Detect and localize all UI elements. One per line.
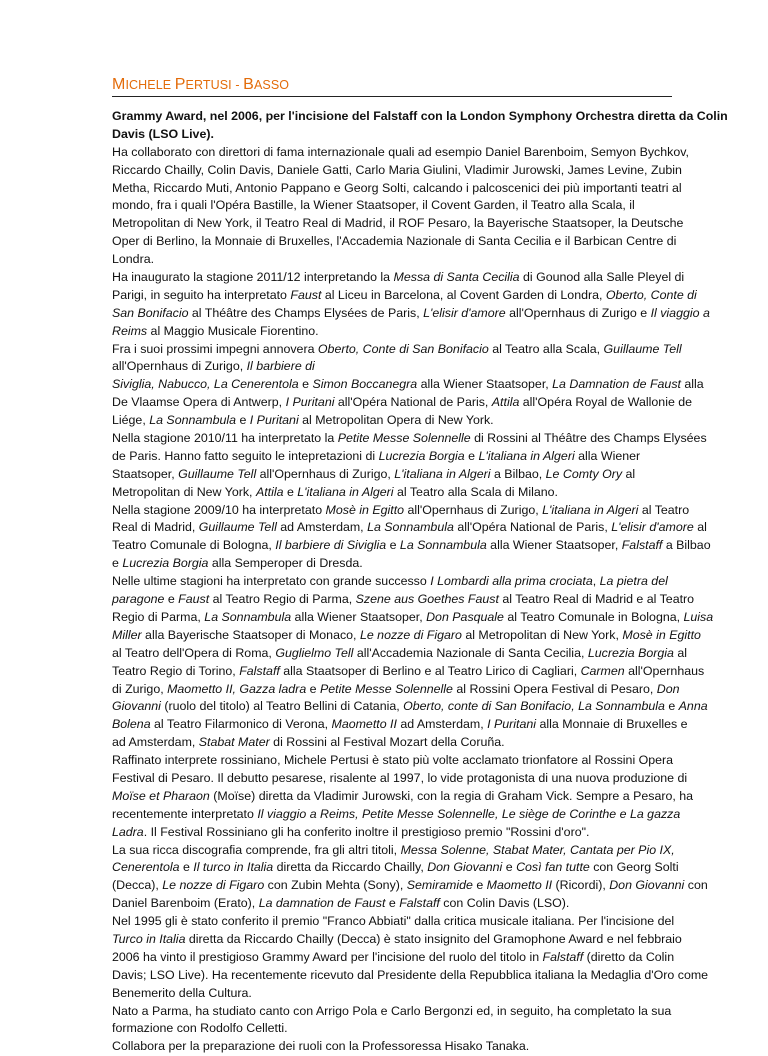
italic-title: Carmen (580, 663, 625, 678)
text-run: all'Opéra National de Paris, (334, 395, 492, 410)
text-run: Benemerito della Cultura. (112, 985, 252, 1000)
italic-title: Falstaff (399, 896, 440, 911)
text-line (112, 859, 678, 877)
text-line (112, 806, 681, 824)
italic-title: Don Giovanni (609, 878, 685, 893)
text-run: Teatro Regio di Torino, (112, 663, 240, 678)
italic-title: Simon Boccanegra (312, 377, 418, 392)
text-run: , (592, 574, 600, 589)
italic-title: Falstaff (621, 538, 663, 553)
italic-title: Petite Messe Solennelle (337, 431, 471, 446)
italic-title: Maometto II, Gazza ladra (167, 681, 307, 696)
text-line (112, 770, 688, 788)
text-line (112, 305, 710, 323)
italic-title: Le Comty Ory (545, 466, 623, 481)
text-line (112, 931, 682, 949)
text-run: Regio di Parma, (112, 609, 205, 624)
text-run: mondo, fra i quali l'Opéra Bastille, la Wiener Staatsoper, il Covent Garden, il Teatro alla Scala, il (112, 198, 635, 213)
text-run: al Théâtre des Champs Elysées de Paris, (188, 305, 424, 320)
text-line (112, 967, 709, 985)
text-line (112, 645, 688, 663)
text-run: (Moïse) diretta da Vladimir Jurowski, con la regia di Graham Vick. Sempre a Pesaro, ha (209, 788, 694, 803)
italic-title: Il barbiere di Siviglia (275, 538, 387, 553)
italic-title: Don (656, 681, 680, 696)
italic-title: Don Giovanni (427, 860, 503, 875)
italic-title: Oberto, Conte di (605, 287, 697, 302)
biography-text (112, 108, 728, 1056)
text-run: Real di Madrid, (112, 520, 199, 535)
italic-title: La damnation de Faust (258, 896, 386, 911)
italic-title: La Sonnambula (204, 609, 292, 624)
text-run: alla Semperoper di Dresda. (208, 556, 363, 571)
italic-title: Turco in Italia (112, 931, 186, 946)
text-line (112, 752, 678, 770)
text-run: Festival di Pesaro. Il debutto pesarese, risalente al 1997, lo vide protagonista di una nuova produzione di (112, 770, 688, 785)
italic-title: L'italiana in Algeri (297, 484, 394, 499)
text-run: al Liceu in Barcelona, al Covent Garden di Londra, (321, 287, 606, 302)
italic-title: Lucrezia Borgia (378, 448, 465, 463)
heading-last-rest: ERTUSI - (185, 78, 244, 92)
italic-title: I Puritani (487, 717, 537, 732)
italic-title: Guillaume Tell (603, 341, 682, 356)
text-line (112, 376, 704, 394)
italic-title: paragone (112, 592, 165, 607)
text-run: recentemente interpretato (112, 806, 258, 821)
text-run: al Metropolitan Opera di New York. (298, 413, 494, 428)
text-run: al Teatro Comunale in Bologna, (503, 609, 684, 624)
italic-title: L'italiana in Algeri (542, 502, 639, 517)
text-run: Teatro Comunale di Bologna, (112, 538, 276, 553)
text-run: con Georg Solti (589, 860, 679, 875)
text-run: Fra i suoi prossimi impegni annovera (112, 341, 318, 356)
text-run: al Rossini Opera Festival di Pesaro, (452, 681, 657, 696)
text-line (112, 734, 678, 752)
text-run: diretta da Riccardo Chailly, (273, 860, 428, 875)
italic-title: Szene aus Goethes Faust (355, 592, 499, 607)
text-line (112, 448, 678, 466)
italic-title: Il viaggio a (650, 305, 710, 320)
text-run: 2006 ha vinto il prestigioso Grammy Award per l'incisione del ruolo del titolo in (112, 949, 543, 964)
text-line (112, 323, 678, 341)
text-run: di Gounod alla Salle Pleyel di (519, 270, 685, 285)
text-run: alla Monnaie di Bruxelles e (536, 717, 688, 732)
italic-title: Le nozze di Figaro (359, 627, 462, 642)
text-line (112, 573, 678, 591)
text-line (112, 269, 685, 287)
italic-title: Mosè in Egitto (325, 502, 405, 517)
text-run: al Teatro dell'Opera di Roma, (112, 645, 276, 660)
text-run: e (164, 592, 179, 607)
text-line (112, 430, 707, 448)
italic-title: Così fan tutte (516, 860, 590, 875)
italic-title: Guglielmo Tell (275, 645, 354, 660)
text-run: ad Amsterdam, (396, 717, 488, 732)
text-line (112, 913, 678, 931)
italic-title: Ladra (112, 824, 144, 839)
italic-title: La Sonnambula (367, 520, 454, 535)
text-line (112, 591, 695, 609)
italic-title: La pietra del (599, 574, 668, 589)
text-run: e (298, 377, 313, 392)
italic-title: Falstaff (239, 663, 280, 678)
text-line (112, 233, 678, 251)
text-line (112, 1020, 678, 1038)
text-run: Nelle ultime stagioni ha interpretato con grande successo (112, 574, 431, 589)
text-run: (Decca), (112, 878, 163, 893)
text-run: Ha inaugurato la stagione 2011/12 interpretando la (112, 270, 394, 285)
text-line (112, 197, 678, 215)
italic-title: Miller (112, 627, 142, 642)
text-run: con Colin Davis (LSO). (439, 896, 570, 911)
text-run: Riccardo Chailly, Colin Davis, Daniele Gatti, Carlo Maria Giulini, Vladimir Jurowski, James Levine, Zubin (112, 162, 682, 177)
text-run: e (179, 860, 194, 875)
italic-title: Il viaggio a Reims, Petite Messe Solennelle, Le siège de Corinthe e La gazza (257, 806, 681, 821)
text-run: all'Opéra National de Paris, (453, 520, 612, 535)
italic-title: Faust (178, 592, 210, 607)
text-line (112, 341, 682, 359)
text-run: e (236, 413, 250, 428)
text-line (112, 663, 705, 681)
text-run: al Teatro Filarmonico di Verona, (150, 717, 332, 732)
italic-title: Mosè in Egitto (622, 627, 701, 642)
text-run: e (112, 556, 123, 571)
italic-title: Luisa (683, 609, 714, 624)
text-line (112, 466, 678, 484)
text-run: al (622, 466, 636, 481)
text-line (112, 627, 701, 645)
text-run: all'Opernhaus di Zurigo e (505, 305, 651, 320)
italic-title: La Sonnambula (399, 538, 487, 553)
text-run: Metropolitan di New York, il Teatro Real di Madrid, il ROF Pesaro, la Bayerische Staatsoper, la Deutsche (112, 216, 684, 231)
text-run: Oper di Berlino, la Monnaie di Bruxelles, l'Accademia Nazionale di Santa Cecilia e il Barbican Centre di (112, 234, 677, 249)
text-line (112, 287, 697, 305)
italic-title: Petite Messe Solennelle (320, 681, 453, 696)
text-run: Ha collaborato con direttori di fama internazionale quali ad esempio Daniel Barenboim, Semyon Bychkov, (112, 144, 689, 159)
text-run: Nel 1995 gli è stato conferito il premio "Franco Abbiati" dalla critica musicale italiana. Per l'incisione del (112, 914, 675, 929)
text-line (112, 180, 682, 198)
italic-title: Falstaff (542, 949, 584, 964)
text-run: a Bilbao, (490, 466, 546, 481)
italic-title: Anna (678, 699, 708, 714)
italic-title: Semiramide (406, 878, 473, 893)
text-run: (ruolo del titolo) al Teatro Bellini di Catania, (160, 699, 404, 714)
text-line (112, 519, 707, 537)
text-run: Davis (LSO Live). (112, 126, 214, 141)
text-run: al Maggio Musicale Fiorentino. (147, 323, 319, 338)
text-line (112, 358, 678, 376)
text-run: de Paris. Hanno fatto seguito le intepretazioni di (112, 448, 379, 463)
italic-title: L'elisir d'amore (611, 520, 694, 535)
text-run: Staatsoper, (112, 466, 179, 481)
text-run: all'Opéra Royal de Wallonie de (519, 395, 693, 410)
text-line (112, 162, 682, 180)
text-line (112, 788, 694, 806)
text-line (112, 215, 684, 233)
italic-title: Cenerentola (112, 860, 180, 875)
text-run: ad Amsterdam, (112, 735, 199, 750)
text-run: Nato a Parma, ha studiato canto con Arrigo Pola e Carlo Bergonzi ed, in seguito, ha completato la sua (112, 1003, 672, 1018)
text-run: alla Wiener Staatsoper, (486, 538, 622, 553)
text-line (112, 895, 678, 913)
text-run: all'Opernhaus di Zurigo, (404, 502, 543, 517)
text-run: diretta da Riccardo Chailly (Decca) è stato insignito del Gramophone Award e nel febbraio (185, 931, 682, 946)
text-run: Nella stagione 2010/11 ha interpretato la (112, 431, 338, 446)
italic-title: Lucrezia Borgia (587, 645, 674, 660)
text-line (112, 394, 693, 412)
text-run: Metha, Riccardo Muti, Antonio Pappano e Georg Solti, calcando i palcoscenici dei più importanti teatri al (112, 180, 682, 195)
text-run: con Zubin Mehta (Sony), (264, 878, 407, 893)
text-run: di Rossini al Théâtre des Champs Elysées (470, 431, 707, 446)
text-run: Londra. (112, 252, 155, 267)
page-heading (112, 76, 672, 94)
text-line (112, 144, 689, 162)
text-run: all'Opernhaus di Zurigo, (256, 466, 395, 481)
text-run: all'Opernhaus di Zurigo, (112, 359, 247, 374)
text-run: all'Accademia Nazionale di Santa Cecilia, (353, 645, 588, 660)
text-line (112, 484, 678, 502)
text-line (112, 824, 678, 842)
text-run: e (386, 538, 400, 553)
heading-initial-first: M (112, 76, 126, 93)
italic-title: Attila (255, 484, 284, 499)
text-line (112, 698, 708, 716)
text-run: Collabora per la preparazione dei ruoli con la Professoressa Hisako Tanaka. (112, 1039, 530, 1054)
text-run: Raffinato interprete rossiniano, Michele Pertusi è stato più volte acclamato trionfatore al Rossini Opera (112, 753, 674, 768)
text-line (112, 609, 714, 627)
italic-title: Attila (491, 395, 520, 410)
text-run: formazione con Rodolfo Celletti. (112, 1021, 288, 1036)
text-run: al Teatro alla Scala di Milano. (393, 484, 558, 499)
text-line (112, 108, 728, 126)
text-line (112, 842, 678, 860)
text-run: Nella stagione 2009/10 ha interpretato (112, 502, 326, 517)
text-run: al Teatro Real di Madrid e al Teatro (498, 592, 695, 607)
text-run: e (283, 484, 298, 499)
italic-title: Lucrezia Borgia (122, 556, 209, 571)
text-run: alla Wiener (574, 448, 641, 463)
italic-title: Reims (112, 323, 148, 338)
text-run: Metropolitan di New York, (112, 484, 256, 499)
text-line (112, 412, 678, 430)
text-run: di Zurigo, (112, 681, 168, 696)
text-run: Davis; LSO Live). Ha recentemente ricevuto dal Presidente della Repubblica italiana la Medaglia d'Oro come (112, 967, 709, 982)
italic-title: I Lombardi alla prima crociata (430, 574, 593, 589)
italic-title: Messa Solenne, Stabat Mater, Cantata per Pio IX, (400, 842, 675, 857)
italic-title: Guillaume Tell (198, 520, 277, 535)
italic-title: Bolena (112, 717, 151, 732)
italic-title: Maometto II (486, 878, 553, 893)
text-line (112, 681, 678, 699)
text-run: Liége, (112, 413, 150, 428)
text-run: al Teatro Regio di Parma, (209, 592, 356, 607)
text-run: al (673, 645, 688, 660)
text-run: a Bilbao (662, 538, 711, 553)
text-line (112, 1003, 678, 1021)
italic-title: Stabat Mater (198, 735, 270, 750)
text-run: alla Staatsoper di Berlino e al Teatro Lirico di Cagliari, (279, 663, 581, 678)
text-run: alla Wiener Staatsoper, (417, 377, 553, 392)
text-run: (diretto da Colin (583, 949, 675, 964)
text-run: al Teatro alla Scala, (488, 341, 604, 356)
italic-title: Il barbiere di (246, 359, 315, 374)
text-run: Parigi, in seguito ha interpretato (112, 287, 291, 302)
text-run: e (664, 699, 679, 714)
text-line (112, 502, 690, 520)
italic-title: La Damnation de Faust (552, 377, 681, 392)
italic-title: Giovanni (112, 699, 161, 714)
text-run: e (472, 878, 487, 893)
italic-title: L'italiana in Algeri (394, 466, 491, 481)
text-run: Daniel Barenboim (Erato), (112, 896, 259, 911)
heading-initial-role: B (243, 76, 254, 93)
text-run: al Metropolitan di New York, (461, 627, 623, 642)
text-run: all'Opernhaus (624, 663, 705, 678)
text-line (112, 716, 688, 734)
italic-title: Faust (290, 287, 322, 302)
text-line (112, 555, 678, 573)
italic-title: Maometto II (331, 717, 397, 732)
italic-title: Siviglia, Nabucco, La Cenerentola (112, 377, 299, 392)
text-line (112, 537, 711, 555)
italic-title: Guillaume Tell (178, 466, 257, 481)
italic-title: Messa di Santa Cecilia (393, 270, 520, 285)
text-run: alla Wiener Staatsoper, (291, 609, 427, 624)
text-run: alla Bayerische Staatsoper di Monaco, (141, 627, 360, 642)
text-line (112, 126, 678, 144)
text-run: di Rossini al Festival Mozart della Coruña. (269, 735, 505, 750)
italic-title: Oberto, conte di San Bonifacio, La Sonnambula (403, 699, 665, 714)
text-line (112, 949, 678, 967)
heading-role-rest: ASSO (253, 78, 290, 92)
text-run: e (464, 448, 479, 463)
italic-title: L'italiana in Algeri (478, 448, 575, 463)
text-line (112, 251, 678, 269)
italic-title: I Puritani (285, 395, 335, 410)
text-run: e (502, 860, 517, 875)
italic-title: Oberto, Conte di San Bonifacio (317, 341, 489, 356)
text-run: Grammy Award, nel 2006, per l'incisione del Falstaff con la London Symphony Orchestra diretta da Colin (112, 109, 728, 123)
heading-initial-last: P (174, 76, 186, 93)
text-run: al (693, 520, 707, 535)
text-run: La sua ricca discografia comprende, fra gli altri titoli, (112, 842, 401, 857)
text-line (112, 1038, 678, 1056)
italic-title: Le nozze di Figaro (162, 878, 265, 893)
italic-title: La Sonnambula (149, 413, 237, 428)
italic-title: I Puritani (249, 413, 299, 428)
text-run: (Ricordi), (552, 878, 610, 893)
text-run: De Vlaamse Opera di Antwerp, (112, 395, 286, 410)
text-run: e (385, 896, 400, 911)
text-run: . Il Festival Rossiniano gli ha conferito inoltre il prestigioso premio "Rossini d'oro". (143, 824, 590, 839)
italic-title: San Bonifacio (112, 305, 189, 320)
heading-rule (112, 96, 672, 97)
text-run: con (684, 878, 708, 893)
text-run: alla (680, 377, 704, 392)
italic-title: Don Pasquale (426, 609, 504, 624)
heading-first-rest: ICHELE (125, 78, 175, 92)
italic-title: L'elisir d'amore (423, 305, 506, 320)
text-run: ad Amsterdam, (276, 520, 368, 535)
italic-title: Moïse et Pharaon (112, 788, 210, 803)
italic-title: Il turco in Italia (193, 860, 274, 875)
text-line (112, 877, 708, 895)
text-run: al Teatro (638, 502, 690, 517)
text-run: e (306, 681, 320, 696)
